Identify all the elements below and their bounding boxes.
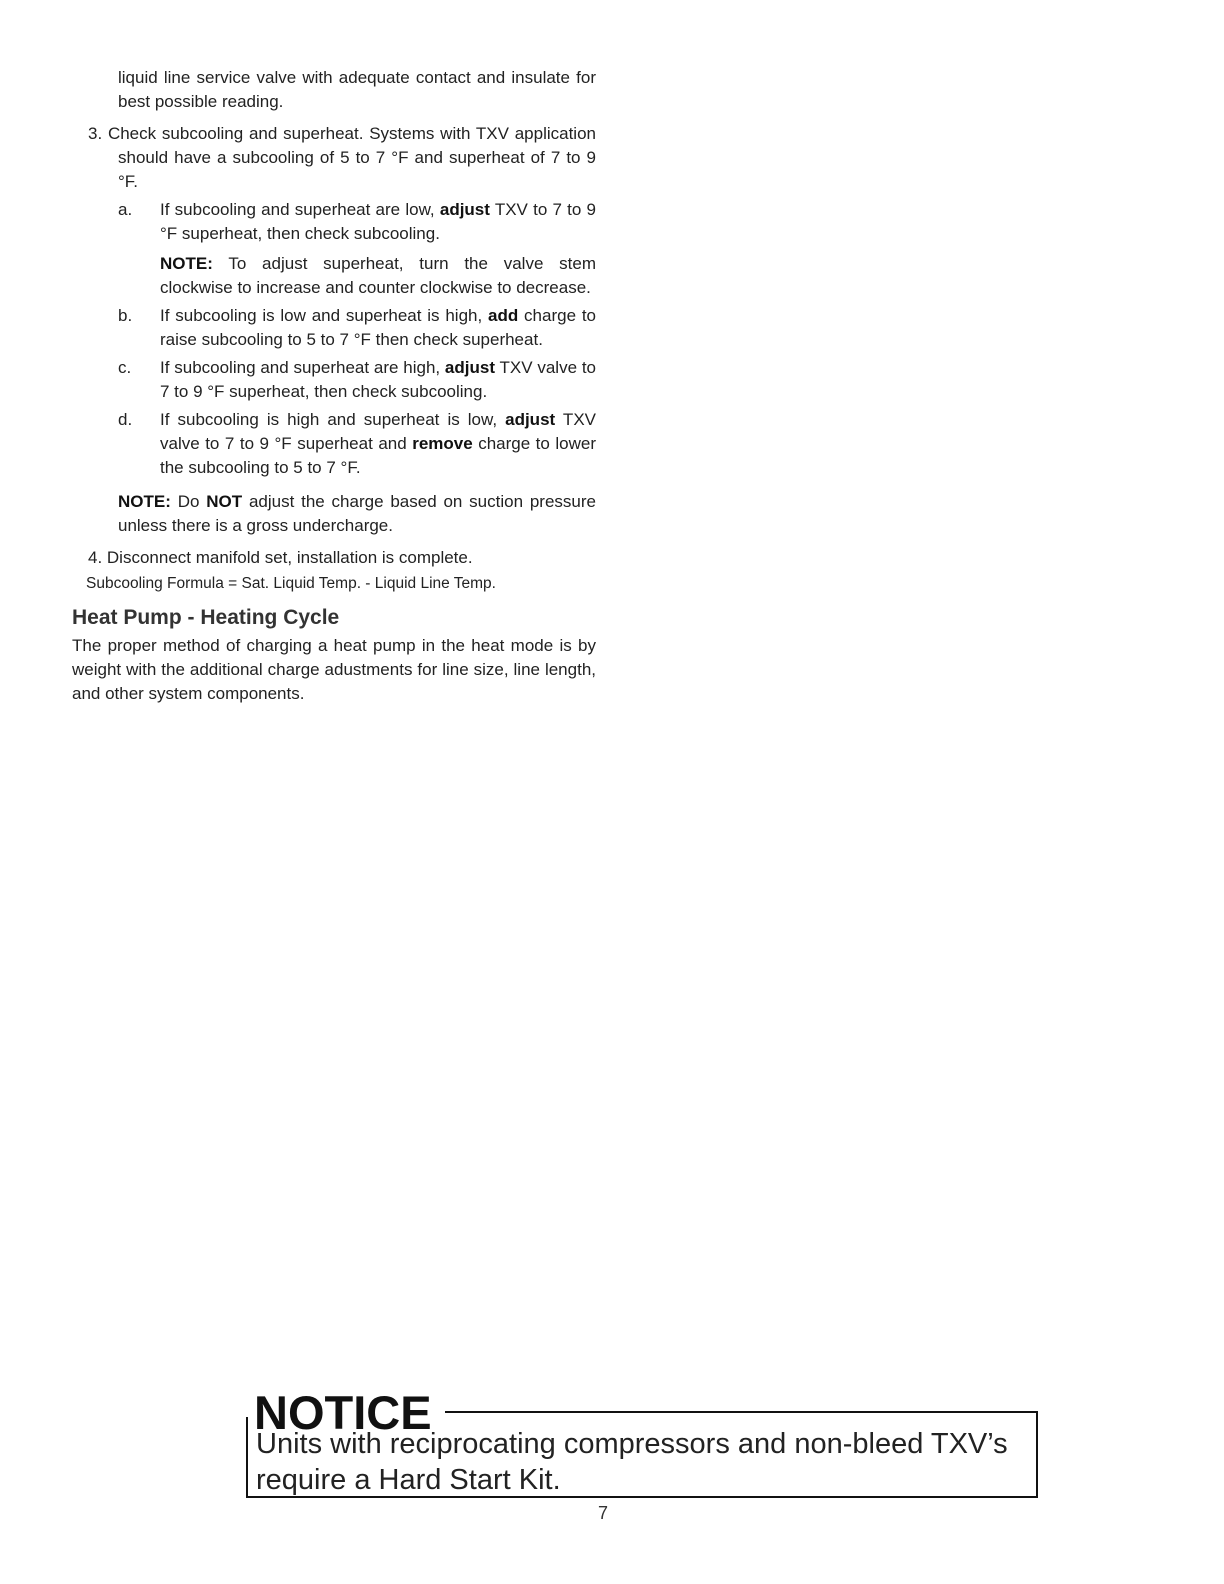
text-column: [72, 66, 596, 706]
note-text: To adjust superheat, turn the valve stem clockwise to increase and counter clockwise to decrease.: [160, 254, 596, 297]
step-3d-bold: adjust: [505, 410, 556, 429]
note2-bold: NOT: [206, 492, 243, 511]
heat-pump-paragraph: The proper method of charging a heat pump in the heat mode is by weight with the additional charge adustments for line size, line length, and other system components.: [72, 636, 596, 703]
step-3b-bold: add: [488, 306, 519, 325]
step-3d-text-mid: TXV valve to 7 to 9 °F superheat and: [160, 410, 596, 453]
step-3d-bold-remove: remove: [412, 434, 473, 453]
step-3b-text: If subcooling is low and superheat is high,: [160, 306, 489, 325]
intro-continuation: liquid line service valve with adequate contact and insulate for best possible reading.: [118, 68, 596, 111]
step-3b: [72, 304, 596, 352]
note2-text: Do: [170, 492, 207, 511]
step-3a-bold: adjust: [439, 200, 490, 219]
step-3a-text: If subcooling and superheat are low,: [160, 200, 440, 219]
step-4: 4. Disconnect manifold set, installation is complete.: [88, 548, 473, 567]
note2-label: NOTE:: [118, 492, 171, 511]
step-3a-text-end: TXV to 7 to 9 °F superheat, then check subcooling.: [160, 200, 597, 243]
step-3b-label: b.: [118, 306, 133, 325]
step-3c-text: If subcooling and superheat are high,: [160, 358, 445, 377]
step-3: 3. Check subcooling and superheat. Systems with TXV application should have a subcooling of 5 to 7 °F and superheat of 7 to 9 °F.: [88, 124, 596, 191]
step-3a-label: a.: [118, 200, 133, 219]
step-3a: [72, 198, 596, 246]
step-3d-text: If subcooling is high and superheat is low,: [160, 410, 506, 429]
notice-title: NOTICE: [254, 1386, 432, 1439]
step-3c-bold: adjust: [444, 358, 495, 377]
note-superheat: [72, 252, 596, 300]
step-3d-text-end: charge to lower the subcooling to 5 to 7 °F.: [160, 434, 596, 477]
step-3c-text-end: TXV valve to 7 to 9 °F superheat, then check subcooling.: [160, 358, 596, 401]
note2-text-end: adjust the charge based on suction pressure unless there is a gross undercharge.: [118, 492, 596, 535]
page-number: 7: [598, 1503, 609, 1523]
subcooling-formula: Subcooling Formula = Sat. Liquid Temp. - Liquid Line Temp.: [86, 575, 496, 592]
step-3c: [72, 356, 596, 404]
section-heading: Heat Pump - Heating Cycle: [72, 606, 340, 629]
step-3c-label: c.: [118, 358, 132, 377]
note-suction: [72, 490, 596, 538]
notice-text: Units with reciprocating compressors and non-bleed TXV’s require a Hard Start Kit.: [256, 1428, 1008, 1496]
note-label: NOTE:: [160, 254, 213, 273]
step-3d: [72, 408, 596, 480]
step-3b-text-end: charge to raise subcooling to 5 to 7 °F then check superheat.: [160, 306, 597, 349]
step-3d-label: d.: [118, 410, 133, 429]
